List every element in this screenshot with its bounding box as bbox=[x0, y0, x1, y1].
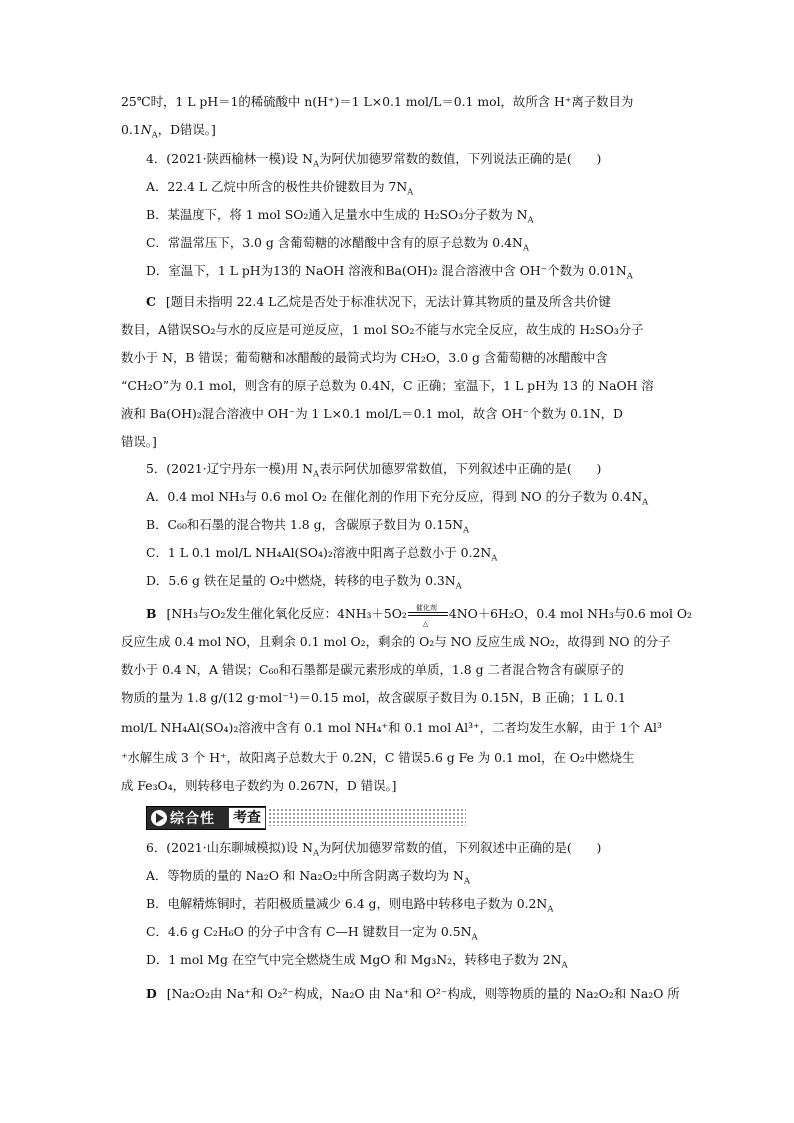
text-line: 25℃时，1 L pH＝1的稀硫酸中 n(H⁺)＝1 L×0.1 mol/L＝0.1 mol，故所含 H⁺离子数目为 bbox=[121, 94, 634, 109]
question-6: 6．(2021·山东聊城模拟)设 $N_A$为阿伏加德罗常数的值，下列叙述中正确的是( ) bbox=[146, 840, 602, 859]
option-5c: C．1 L 0.1 mol/L NH₄Al(SO₄)₂溶液中阳离子总数小于 $0.2N_A$ bbox=[146, 545, 498, 564]
option-5d: D．5.6 g 铁在足量的 O₂中燃烧，转移的电子数为 $0.3N_A$ bbox=[146, 573, 462, 592]
option-4c: C．常温常压下，3.0 g 含葡萄糖的冰醋酸中含有的原子总数为 $0.4N_A$ bbox=[146, 235, 529, 254]
option-5b: B．C₆₀和石墨的混合物共 1.8 g，含碳原子数目为 $0.15N_A$ bbox=[146, 517, 470, 536]
text-line: mol/L NH₄Al(SO₄)₂溶液中含有 0.1 mol NH₄⁺和 0.1 mol Al³⁺，二者均发生水解，由于 1个 Al³ bbox=[121, 720, 662, 735]
option-4b: B．某温度下，将 1 mol SO₂通入足量水中生成的 H₂SO₃分子数为 $N_A$ bbox=[146, 207, 534, 226]
text-line: 物质的量为 1.8 g/(12 g·mol⁻¹)＝0.15 mol，故含碳原子数目为 0.15N，B 正确；1 L 0.1 bbox=[121, 690, 626, 705]
text-line: 反应生成 0.4 mol NO，且剩余 0.1 mol O₂，剩余的 O₂与 NO 反应生成 NO₂，故得到 NO 的分子 bbox=[121, 634, 671, 649]
option-4a: A．22.4 L 乙烷中所含的极性共价键数目为 $7N_A$ bbox=[146, 179, 414, 198]
section-sublabel: 考查 bbox=[228, 807, 266, 829]
play-icon bbox=[151, 810, 167, 826]
question-4: 4．(2021·陕西榆林一模)设 $N_A$为阿伏加德罗常数的数值，下列说法正确的是( ) bbox=[146, 151, 602, 170]
section-label: 综合性 bbox=[146, 806, 266, 830]
answer-5: B [NH₃与O₂发生催化氧化反应：4NH₃＋5O₂ 催化剂 △ 4NO＋6H₂O，0.4 mol NH₃与0.6 mol O₂ bbox=[146, 604, 692, 628]
text-line: 液和 Ba(OH)₂混合溶液中 OH⁻为 1 L×0.1 mol/L＝0.1 mol，故含 OH⁻个数为 0.1N，D bbox=[121, 406, 623, 421]
answer-6: D [Na₂O₂由 Na⁺和 O₂²⁻构成，Na₂O 由 Na⁺和 O²⁻构成，则等物质的量的 Na₂O₂和 Na₂O 所 bbox=[146, 986, 680, 1001]
answer-4: C [题目未指明 22.4 L乙烷是否处于标准状况下，无法计算其物质的量及所含共价键 bbox=[146, 294, 611, 309]
text-line: “CH₂O”为 0.1 mol，则含有的原子总数为 0.4N，C 正确；室温下，1 L pH为 13 的 NaOH 溶 bbox=[121, 378, 654, 393]
option-6a: A．等物质的量的 Na₂O 和 Na₂O₂中所含阴离子数均为 $N_A$ bbox=[146, 868, 471, 887]
dotted-rule bbox=[268, 808, 466, 826]
option-4d: D．室温下，1 L pH为13的 NaOH 溶液和Ba(OH)₂ 混合溶液中含 OH⁻个数为 $0.01N_A$ bbox=[146, 263, 633, 282]
catalyst-arrow: 催化剂 △ bbox=[408, 606, 448, 620]
option-6d: D．1 mol Mg 在空气中完全燃烧生成 MgO 和 Mg₃N₂，转移电子数为 $2N_A$ bbox=[146, 952, 568, 971]
text-line: 数小于 N，B 错误；葡萄糖和冰醋酸的最简式均为 CH₂O，3.0 g 含葡萄糖的冰醋酸中含 bbox=[121, 350, 608, 365]
text-line: $0.1N_A$，D错误。] bbox=[121, 122, 216, 141]
text-line: 数目，A错误SO₂与水的反应是可逆反应，1 mol SO₂不能与水完全反应，故生成的 H₂SO₃分子 bbox=[121, 322, 644, 337]
text-line: 成 Fe₃O₄，则转移电子数约为 0.267N，D 错误。] bbox=[121, 778, 397, 793]
option-6b: B．电解精炼铜时，若阳极质量减少 6.4 g，则电路中转移电子数为 $0.2N_A$ bbox=[146, 896, 554, 915]
section-banner bbox=[146, 806, 466, 828]
option-6c: C．4.6 g C₂H₆O 的分子中含有 C—H 键数目一定为 $0.5N_A$ bbox=[146, 924, 478, 943]
question-5: 5．(2021·辽宁丹东一模)用 $N_A$表示阿伏加德罗常数值，下列叙述中正确的是( ) bbox=[146, 461, 602, 480]
text-line: 数小于 0.4 N，A 错误；C₆₀和石墨都是碳元素形成的单质，1.8 g 二者混合物含有碳原子的 bbox=[121, 662, 624, 677]
text-line: 错误。] bbox=[121, 434, 157, 449]
option-5a: A．0.4 mol NH₃与 0.6 mol O₂ 在催化剂的作用下充分反应，得到 NO 的分子数为 $0.4N_A$ bbox=[146, 489, 649, 508]
text-line: ⁺水解生成 3 个 H⁺，故阳离子总数大于 0.2N，C 错误5.6 g Fe 为 0.1 mol，在 O₂中燃烧生 bbox=[121, 750, 635, 765]
